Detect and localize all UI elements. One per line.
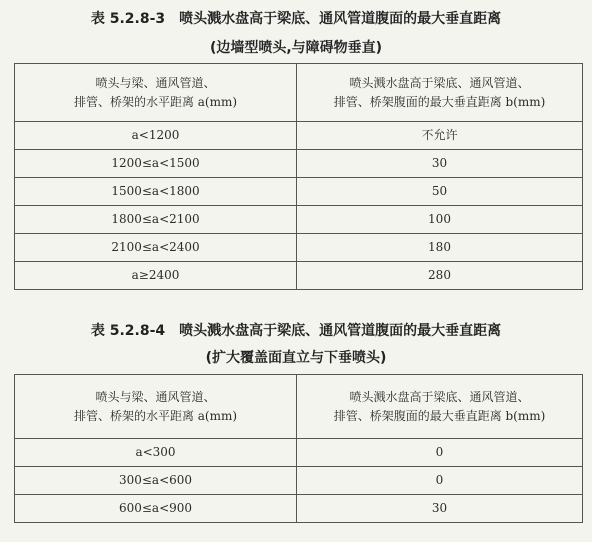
table-row bbox=[15, 262, 583, 290]
cell-b: 180 bbox=[297, 234, 583, 262]
cell-a: 1800≤a<2100 bbox=[15, 206, 297, 234]
table-row bbox=[15, 122, 583, 150]
header-b-line1: 喷头溅水盘高于梁底、通风管道、 bbox=[349, 389, 530, 404]
cell-a: 300≤a<600 bbox=[15, 467, 297, 495]
table2-header-a bbox=[15, 375, 297, 439]
table1-header-b bbox=[297, 64, 583, 122]
table2-header-b bbox=[297, 375, 583, 439]
table1-caption bbox=[0, 6, 592, 32]
cell-b: 0 bbox=[297, 439, 583, 467]
table1-number: 表 5.2.8-3 bbox=[90, 11, 166, 27]
header-a-line2: 排管、桥架的水平距离 a(mm) bbox=[73, 94, 238, 109]
cell-a: 1200≤a<1500 bbox=[15, 150, 297, 178]
cell-a: a≥2400 bbox=[15, 262, 297, 290]
table-row bbox=[15, 206, 583, 234]
table-row bbox=[15, 439, 583, 467]
cell-b: 100 bbox=[297, 206, 583, 234]
table-row bbox=[15, 234, 583, 262]
cell-b: 280 bbox=[297, 262, 583, 290]
cell-b: 50 bbox=[297, 178, 583, 206]
cell-a: a<300 bbox=[15, 439, 297, 467]
header-b-line2: 排管、桥架腹面的最大垂直距离 b(mm) bbox=[333, 408, 546, 423]
table-row bbox=[15, 178, 583, 206]
table1-title: 喷头溅水盘高于梁底、通风管道腹面的最大垂直距离 bbox=[179, 11, 502, 27]
cell-a: 2100≤a<2400 bbox=[15, 234, 297, 262]
table-row bbox=[15, 467, 583, 495]
header-a-line1: 喷头与梁、通风管道、 bbox=[95, 389, 216, 404]
cell-b: 30 bbox=[297, 495, 583, 523]
table-row bbox=[15, 150, 583, 178]
table-row bbox=[15, 495, 583, 523]
table2-title: 喷头溅水盘高于梁底、通风管道腹面的最大垂直距离 bbox=[179, 323, 502, 339]
table1 bbox=[14, 63, 583, 290]
table1-subtitle: (边墙型喷头,与障碍物垂直) bbox=[209, 40, 383, 56]
table2-number: 表 5.2.8-4 bbox=[90, 323, 166, 339]
cell-b: 30 bbox=[297, 150, 583, 178]
header-a-line2: 排管、桥架的水平距离 a(mm) bbox=[73, 408, 238, 423]
cell-a: a<1200 bbox=[15, 122, 297, 150]
table2-caption bbox=[0, 318, 592, 344]
cell-a: 1500≤a<1800 bbox=[15, 178, 297, 206]
table1-header-a bbox=[15, 64, 297, 122]
table2-header-row bbox=[15, 375, 583, 439]
cell-a: 600≤a<900 bbox=[15, 495, 297, 523]
cell-b: 不允许 bbox=[297, 122, 583, 150]
header-b-line1: 喷头溅水盘高于梁底、通风管道、 bbox=[349, 75, 530, 90]
header-b-line2: 排管、桥架腹面的最大垂直距离 b(mm) bbox=[333, 94, 546, 109]
table2-subtitle: (扩大覆盖面直立与下垂喷头) bbox=[205, 350, 387, 366]
table1-header-row bbox=[15, 64, 583, 122]
header-a-line1: 喷头与梁、通风管道、 bbox=[95, 75, 216, 90]
table2 bbox=[14, 374, 583, 523]
cell-b: 0 bbox=[297, 467, 583, 495]
